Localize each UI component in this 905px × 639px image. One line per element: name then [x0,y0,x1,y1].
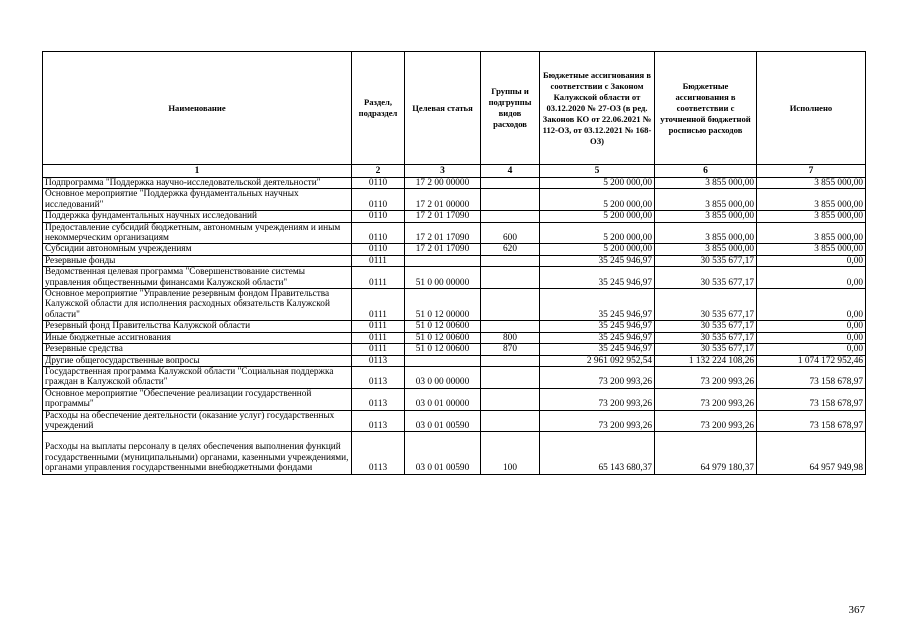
row-refined-amount: 73 200 993,26 [655,388,757,410]
row-refined-amount: 3 855 000,00 [655,178,757,189]
table-row [43,178,866,189]
row-law-amount: 35 245 946,97 [540,255,655,266]
row-law-amount: 65 143 680,37 [540,432,655,474]
row-group [481,211,540,222]
row-section: 0113 [352,355,405,366]
header-executed: Исполнено [757,52,866,165]
row-law-amount: 73 200 993,26 [540,366,655,388]
column-number: 7 [757,165,866,178]
row-article: 03 0 01 00590 [405,410,481,432]
row-executed-amount: 0,00 [757,267,866,289]
row-article: 03 0 00 00000 [405,366,481,388]
column-number: 1 [43,165,352,178]
column-number: 6 [655,165,757,178]
table-row [43,255,866,266]
row-article: 17 2 01 17090 [405,211,481,222]
row-executed-amount: 3 855 000,00 [757,222,866,244]
row-group [481,189,540,211]
row-group: 870 [481,344,540,355]
row-law-amount: 35 245 946,97 [540,321,655,332]
row-executed-amount: 3 855 000,00 [757,189,866,211]
row-article: 51 0 12 00600 [405,344,481,355]
row-section: 0110 [352,189,405,211]
row-article: 03 0 01 00590 [405,432,481,474]
column-number: 4 [481,165,540,178]
row-executed-amount: 3 855 000,00 [757,211,866,222]
row-refined-amount: 30 535 677,17 [655,321,757,332]
row-law-amount: 73 200 993,26 [540,388,655,410]
row-law-amount: 5 200 000,00 [540,211,655,222]
row-group [481,255,540,266]
row-law-amount: 35 245 946,97 [540,344,655,355]
row-name: Субсидии автономным учреждениям [43,244,352,255]
table-row [43,332,866,343]
row-refined-amount: 3 855 000,00 [655,211,757,222]
row-name: Ведомственная целевая программа "Совершенствование системы управления общественными финансами Калужской области" [43,267,352,289]
row-section: 0111 [352,255,405,266]
row-law-amount: 73 200 993,26 [540,410,655,432]
table-row [43,344,866,355]
column-number-row [43,165,866,178]
row-name: Другие общегосударственные вопросы [43,355,352,366]
row-group [481,289,540,321]
table-row [43,244,866,255]
header-row [43,52,866,165]
row-law-amount: 35 245 946,97 [540,289,655,321]
row-group [481,355,540,366]
row-executed-amount: 73 158 678,97 [757,366,866,388]
row-refined-amount: 30 535 677,17 [655,267,757,289]
row-name: Основное мероприятие "Управление резервным фондом Правительства Калужской области для исполнения расходных обязательств Калужской области" [43,289,352,321]
table-row [43,355,866,366]
row-refined-amount: 30 535 677,17 [655,344,757,355]
row-section: 0113 [352,366,405,388]
row-group [481,178,540,189]
row-name: Расходы на выплаты персоналу в целях обеспечения выполнения функций государственными (муниципальными) органами, казенными учреждениями, органами управления государственными внебюджетными фондами [43,432,352,474]
row-refined-amount: 30 535 677,17 [655,332,757,343]
row-refined-amount: 64 979 180,37 [655,432,757,474]
row-section: 0111 [352,332,405,343]
row-section: 0113 [352,388,405,410]
row-executed-amount: 73 158 678,97 [757,410,866,432]
table-row [43,289,866,321]
row-article: 17 2 01 17090 [405,244,481,255]
row-executed-amount: 0,00 [757,321,866,332]
row-law-amount: 35 245 946,97 [540,267,655,289]
row-name: Государственная программа Калужской области "Социальная поддержка граждан в Калужской области" [43,366,352,388]
row-name: Иные бюджетные ассигнования [43,332,352,343]
row-article: 51 0 12 00600 [405,332,481,343]
row-group [481,410,540,432]
row-section: 0113 [352,432,405,474]
row-group: 620 [481,244,540,255]
row-section: 0111 [352,267,405,289]
row-refined-amount: 3 855 000,00 [655,189,757,211]
row-refined-amount: 30 535 677,17 [655,289,757,321]
row-refined-amount: 1 132 224 108,26 [655,355,757,366]
row-name: Резервный фонд Правительства Калужской области [43,321,352,332]
row-section: 0111 [352,289,405,321]
page-number: 367 [848,604,865,616]
row-refined-amount: 3 855 000,00 [655,222,757,244]
row-refined-amount: 73 200 993,26 [655,410,757,432]
table-row [43,211,866,222]
row-name: Поддержка фундаментальных научных исследований [43,211,352,222]
table-row [43,189,866,211]
row-group: 600 [481,222,540,244]
row-article: 17 2 01 17090 [405,222,481,244]
row-law-amount: 2 961 092 952,54 [540,355,655,366]
table-row [43,222,866,244]
row-refined-amount: 3 855 000,00 [655,244,757,255]
header-section: Раздел, подраздел [352,52,405,165]
row-executed-amount: 0,00 [757,255,866,266]
row-executed-amount: 64 957 949,98 [757,432,866,474]
row-name: Основное мероприятие "Поддержка фундаментальных научных исследований" [43,189,352,211]
row-executed-amount: 73 158 678,97 [757,388,866,410]
row-law-amount: 35 245 946,97 [540,332,655,343]
row-article [405,255,481,266]
row-name: Предоставление субсидий бюджетным, автономным учреждениям и иным некоммерческим организациям [43,222,352,244]
row-executed-amount: 3 855 000,00 [757,178,866,189]
row-section: 0113 [352,410,405,432]
row-section: 0110 [352,211,405,222]
row-group [481,388,540,410]
row-refined-amount: 30 535 677,17 [655,255,757,266]
column-number: 2 [352,165,405,178]
row-group [481,366,540,388]
column-number: 3 [405,165,481,178]
row-article: 51 0 12 00600 [405,321,481,332]
row-group [481,321,540,332]
row-article: 03 0 01 00000 [405,388,481,410]
row-group: 800 [481,332,540,343]
header-article: Целевая статья [405,52,481,165]
row-law-amount: 5 200 000,00 [540,189,655,211]
row-executed-amount: 1 074 172 952,46 [757,355,866,366]
row-group: 100 [481,432,540,474]
table-row [43,321,866,332]
column-number: 5 [540,165,655,178]
header-refined-allocations: Бюджетные ассигнования в соответствии с уточненной бюджетной росписью расходов [655,52,757,165]
row-section: 0111 [352,321,405,332]
row-name: Резервные фонды [43,255,352,266]
row-executed-amount: 3 855 000,00 [757,244,866,255]
table-row [43,267,866,289]
row-section: 0110 [352,244,405,255]
row-executed-amount: 0,00 [757,344,866,355]
row-group [481,267,540,289]
row-article [405,355,481,366]
row-name: Резервные средства [43,344,352,355]
header-name: Наименование [43,52,352,165]
row-name: Расходы на обеспечение деятельности (оказание услуг) государственных учреждений [43,410,352,432]
table-row [43,432,866,474]
row-executed-amount: 0,00 [757,289,866,321]
header-law-allocations: Бюджетные ассигнования в соответствии с Законом Калужской области от 03.12.2020 № 27-ОЗ (в ред. Законов КО от 22.06.2021 № 112-ОЗ, от 03.12.2021 № 168-ОЗ) [540,52,655,165]
row-section: 0111 [352,344,405,355]
row-article: 51 0 12 00000 [405,289,481,321]
row-law-amount: 5 200 000,00 [540,244,655,255]
budget-table [42,51,866,475]
row-article: 17 2 00 00000 [405,178,481,189]
table-row [43,410,866,432]
row-name: Основное мероприятие "Обеспечение реализации государственной программы" [43,388,352,410]
row-article: 51 0 00 00000 [405,267,481,289]
row-refined-amount: 73 200 993,26 [655,366,757,388]
table-row [43,366,866,388]
table-row [43,388,866,410]
row-law-amount: 5 200 000,00 [540,222,655,244]
row-law-amount: 5 200 000,00 [540,178,655,189]
row-section: 0110 [352,178,405,189]
header-group: Группы и подгруппы видов расходов [481,52,540,165]
row-article: 17 2 01 00000 [405,189,481,211]
row-section: 0110 [352,222,405,244]
row-executed-amount: 0,00 [757,332,866,343]
row-name: Подпрограмма "Поддержка научно-исследовательской деятельности" [43,178,352,189]
